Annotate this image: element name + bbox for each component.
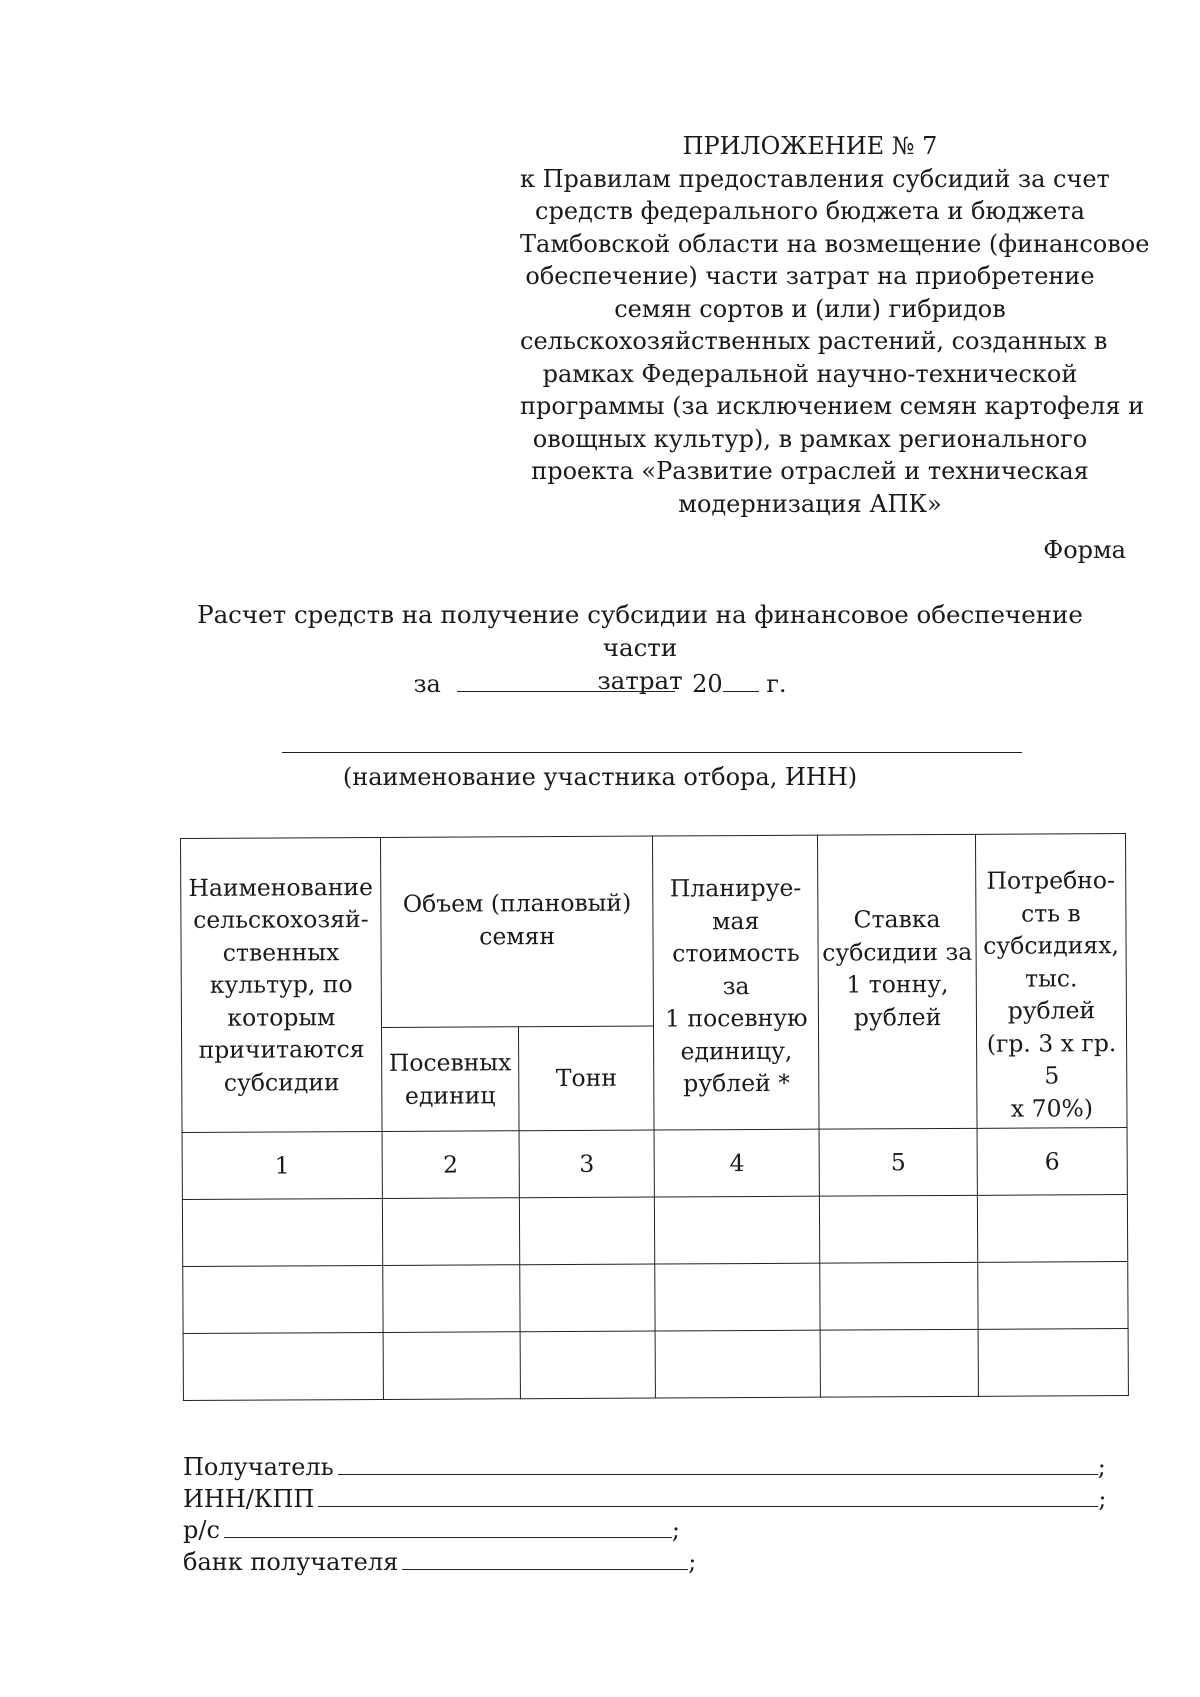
annex-line: средств федерального бюджета и бюджета	[535, 197, 1085, 225]
column-number: 3	[519, 1130, 655, 1198]
header-text: причитаются	[198, 1035, 365, 1065]
table-cell[interactable]	[978, 1329, 1128, 1397]
annex-heading: ПРИЛОЖЕНИЕ № 7	[682, 132, 938, 160]
annex-line: сельскохозяйственных растений, созданных в	[520, 327, 1108, 355]
header-text: Наименование	[188, 872, 374, 902]
table-row	[182, 1195, 1127, 1267]
table-cell[interactable]	[978, 1262, 1128, 1330]
calculation-title-line2: затрат	[597, 666, 683, 695]
header-text: сельскохозяй-	[193, 905, 369, 935]
header-subsidy-need	[975, 834, 1127, 1129]
annex-line: проекта «Развитие отраслей и техническая	[531, 457, 1089, 485]
terminator: ;	[688, 1547, 697, 1576]
recipient-label: Получатель	[183, 1453, 334, 1481]
table-cell[interactable]	[182, 1198, 382, 1266]
annex-line: программы (за исключением семян картофеля и	[520, 392, 1145, 420]
header-text: семян	[479, 921, 556, 950]
column-number: 2	[382, 1131, 519, 1199]
header-text: культур, по	[209, 970, 353, 1000]
annex-line: рамках Федеральной научно-технической	[542, 359, 1078, 388]
inn-label: ИНН/КПП	[183, 1484, 315, 1513]
table-cell[interactable]	[183, 1332, 383, 1400]
header-text: субсидиях,	[983, 931, 1119, 960]
account-line	[183, 1515, 1106, 1547]
column-number: 4	[654, 1129, 819, 1197]
table-number-row	[182, 1128, 1127, 1200]
annex-line: к Правилам предоставления субсидий за счет	[520, 164, 1110, 193]
terminator: ;	[1098, 1484, 1107, 1513]
inn-field[interactable]	[318, 1484, 1098, 1507]
header-text: субсидии за	[822, 937, 973, 967]
table-cell[interactable]	[977, 1195, 1127, 1263]
table-cell[interactable]	[382, 1198, 519, 1266]
participant-caption: (наименование участника отбора, ИНН)	[342, 763, 858, 791]
header-sowing-units	[381, 1027, 518, 1132]
header-text: стоимость за	[672, 938, 800, 1000]
column-number: 5	[819, 1128, 977, 1196]
annex-line: обеспечение) части затрат на приобретение	[525, 262, 1095, 290]
header-text: тыс. рублей	[1007, 963, 1096, 1025]
table-row	[183, 1262, 1128, 1334]
header-text: Объем (плановый)	[402, 888, 632, 918]
calculation-title-line1: Расчет средств на получение субсидии на финансовое обеспечение части	[197, 600, 1083, 662]
table-row	[183, 1329, 1128, 1401]
header-text: единиц	[404, 1080, 496, 1110]
header-text: которым	[227, 1002, 336, 1032]
form-label: Форма	[1043, 536, 1126, 564]
header-text: единицу,	[680, 1036, 793, 1065]
period-blank[interactable]	[457, 667, 675, 692]
header-text: x 70%)	[1010, 1093, 1094, 1123]
table-cell[interactable]	[655, 1263, 820, 1331]
table-header-row	[181, 834, 1127, 1029]
annex-header	[520, 130, 1150, 520]
header-text: Посевных	[388, 1048, 512, 1077]
table-cell[interactable]	[656, 1330, 821, 1398]
header-text: Потребно-	[986, 866, 1116, 895]
header-crop-name	[181, 837, 382, 1132]
header-text: (гр. 3 x гр. 5	[986, 1028, 1117, 1090]
table-cell[interactable]	[183, 1265, 383, 1333]
header-text: сть в	[1020, 898, 1081, 928]
table-cell[interactable]	[383, 1332, 520, 1400]
period-suffix: г.	[766, 670, 787, 698]
annex-line: Тамбовской области на возмещение (финансовое	[520, 229, 1150, 258]
header-text: рублей *	[683, 1068, 791, 1098]
recipient-details	[183, 1452, 1106, 1578]
header-subsidy-rate	[818, 834, 977, 1129]
header-tons: Тонн	[518, 1026, 654, 1131]
header-planned-cost	[653, 835, 819, 1130]
table-cell[interactable]	[520, 1264, 656, 1332]
table-cell[interactable]	[655, 1196, 820, 1264]
period-year-prefix: 20	[692, 670, 723, 698]
header-text: Ставка	[853, 905, 941, 934]
column-number: 6	[977, 1128, 1127, 1196]
recipient-field[interactable]	[338, 1452, 1098, 1475]
recipient-line	[183, 1452, 1106, 1484]
header-seed-volume	[380, 836, 653, 1027]
period-line	[0, 667, 1200, 698]
header-text: Планируе-	[669, 873, 802, 903]
period-prefix: за	[413, 670, 441, 698]
terminator: ;	[671, 1516, 680, 1544]
table-cell[interactable]	[520, 1331, 656, 1399]
bank-label: банк получателя	[183, 1547, 399, 1576]
annex-line: модернизация АПК»	[678, 489, 942, 518]
account-field[interactable]	[224, 1515, 672, 1538]
subsidy-table	[180, 833, 1129, 1401]
annex-line: овощных культур), в рамках регионального	[532, 424, 1088, 453]
bank-line	[183, 1547, 1106, 1579]
table-cell[interactable]	[383, 1265, 520, 1333]
participant-field-line[interactable]	[282, 752, 1022, 753]
table-cell[interactable]	[820, 1262, 978, 1330]
table-cell[interactable]	[519, 1197, 655, 1265]
account-label: р/с	[183, 1516, 220, 1544]
table-cell[interactable]	[820, 1195, 978, 1263]
header-text: 1 тонну,	[846, 969, 949, 999]
table-cell[interactable]	[820, 1329, 978, 1397]
header-text: мая	[712, 906, 760, 935]
year-blank[interactable]	[723, 667, 759, 692]
bank-field[interactable]	[402, 1547, 688, 1570]
column-number: 1	[182, 1131, 382, 1199]
header-text: ственных	[222, 937, 340, 967]
header-text: субсидии	[223, 1067, 340, 1097]
terminator: ;	[1097, 1453, 1106, 1481]
header-text: 1 посевную	[664, 1003, 808, 1033]
inn-line	[183, 1484, 1106, 1516]
header-text: рублей	[853, 1002, 942, 1031]
annex-line: семян сортов и (или) гибридов	[614, 294, 1006, 323]
